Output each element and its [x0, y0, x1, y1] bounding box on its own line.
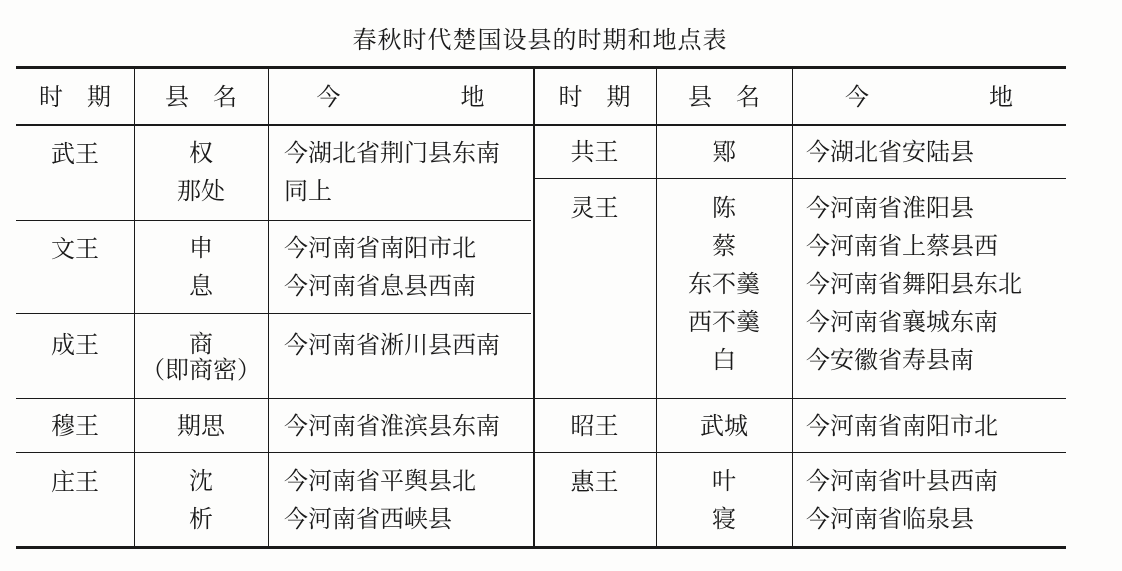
place-name: 今湖北省荆门县东南: [284, 139, 500, 167]
period-cell: 昭王: [570, 412, 619, 440]
place-name: 今河南省上蔡县西: [806, 232, 998, 260]
period-cell: 武王: [51, 140, 99, 168]
county-name: 商: [189, 330, 213, 358]
place-name: 今河南省叶县西南: [806, 467, 998, 495]
place-name: 今河南省南阳市北: [284, 234, 476, 262]
place-name: 今河南省淮阳县: [806, 194, 974, 222]
header-place: 今 地: [316, 83, 485, 111]
column-divider: [268, 69, 269, 546]
period-cell: 穆王: [51, 412, 99, 440]
county-cell: 武城: [700, 412, 748, 440]
county-name: 息: [189, 272, 213, 300]
period-cell: 文王: [51, 235, 99, 263]
county-name: 析: [189, 505, 213, 533]
county-name: 沈: [189, 467, 213, 495]
county-name: 西不羹: [688, 308, 760, 336]
header-county: 县 名: [165, 83, 237, 111]
header-period: 时 期: [39, 83, 111, 111]
place-cell: [284, 134, 500, 210]
place-cell: 今河南省南阳市北: [806, 412, 998, 440]
county-cell: [134, 331, 268, 383]
row-divider: [533, 178, 1066, 179]
header-place: 今 地: [845, 83, 1013, 111]
row-divider: [16, 452, 1066, 453]
county-name: 叶: [712, 467, 736, 495]
county-name: 申: [189, 234, 213, 262]
column-divider: [792, 69, 793, 546]
place-name: 今河南省临泉县: [806, 505, 974, 533]
place-cell: 今河南省淅川县西南: [284, 331, 500, 359]
place-cell: [806, 462, 998, 538]
county-name: 东不羹: [688, 270, 760, 298]
place-name: 今河南省平舆县北: [284, 467, 476, 495]
place-cell: [806, 189, 1022, 379]
place-name: 今河南省西峡县: [284, 505, 452, 533]
place-cell: 今河南省淮滨县东南: [284, 412, 500, 440]
place-cell: [284, 229, 476, 305]
header-rule: [16, 124, 1066, 126]
place-cell: [284, 462, 476, 538]
county-name: 那处: [177, 177, 225, 205]
county-name: 陈: [712, 194, 736, 222]
county-cell: 鄍: [712, 138, 736, 166]
county-cell: [656, 189, 792, 379]
place-cell: 今湖北省安陆县: [806, 138, 974, 166]
place-name: 今河南省舞阳县东北: [806, 270, 1022, 298]
row-divider: [16, 220, 531, 221]
county-cell: [134, 134, 268, 210]
period-cell: 惠王: [570, 468, 619, 496]
county-cell: [134, 229, 268, 305]
place-name: 今河南省襄城东南: [806, 308, 998, 336]
header-county: 县 名: [688, 83, 760, 111]
header-period: 时 期: [558, 83, 631, 111]
top-rule: [16, 66, 1066, 69]
county-name: 白: [712, 346, 736, 374]
table-title: 春秋时代楚国设县的时期和地点表: [352, 26, 728, 54]
county-cell: 期思: [177, 412, 225, 440]
place-name: 同上: [284, 177, 332, 205]
period-cell: 成王: [51, 331, 99, 359]
row-divider: [16, 398, 1066, 399]
county-name: （即商密）: [141, 356, 261, 384]
county-name: 权: [189, 139, 213, 167]
row-divider: [16, 313, 531, 314]
county-name: 蔡: [712, 232, 736, 260]
county-name: 寝: [712, 505, 736, 533]
period-cell: 灵王: [570, 194, 619, 222]
county-cell: [134, 462, 268, 538]
place-name: 今河南省息县西南: [284, 272, 476, 300]
period-cell: 共王: [570, 138, 619, 166]
bottom-rule: [16, 546, 1066, 549]
county-cell: [656, 462, 792, 538]
place-name: 今安徽省寿县南: [806, 346, 974, 374]
period-cell: 庄王: [51, 468, 99, 496]
